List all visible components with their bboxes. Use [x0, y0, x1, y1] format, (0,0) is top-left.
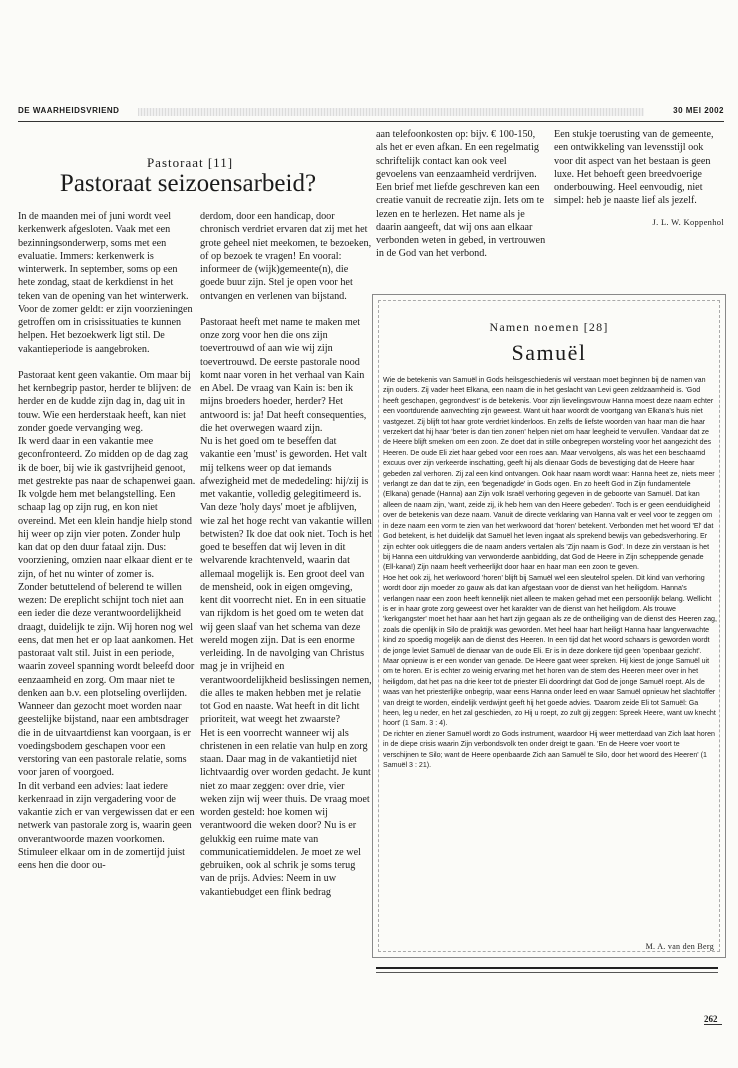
sidebar-title: Samuël	[511, 340, 587, 365]
article-column-3	[376, 128, 548, 261]
article-title: Pastoraat seizoensarbeid?	[59, 170, 317, 197]
paragraph: Nu is het goed om te beseffen dat vakantie een 'must' is geworden. Het valt mij telkens weer op dat iemands afwezigheid met de mededeling: hij/zij is met vakantie, volledig gelegitimeerd is. Van deze 'holy days' moet je afblijven, wie zal het hoge recht van vakantie willen betwisten? Ik doe dat ook niet. Toch is het goed te beseffen dat wij leven in dit welvarende krachtenveld, waarin dat allemaal mogelijk is. Een groot deel van de mensheid, ook in eigen omgeving, kent dit voorrecht niet. En in een situatie van rijkdom is het goed om te weten dat wij geen slaaf van het schema van deze wereld mogen zijn. Dat is een enorme verleiding. In de navolging van Christus mag je in vrijheid en verantwoordelijkheid beslissingen nemen, die alles te maken hebben met je relatie tot God en naaste. Wat heeft in dit licht prioriteit, wat weegt het zwaarste?	[200, 436, 372, 726]
article-column-4	[554, 128, 724, 229]
paragraph: Een stukje toerusting van de gemeente, een ontwikkeling van levensstijl ook voor dit aspect van het bestaan is geen luxe. Het behoeft geen breedvoerige onderbouwing. Heel eenvoudig, niet simpel: heb je naaste lief als jezelf.	[554, 129, 714, 207]
footer-rule-thin	[376, 972, 718, 973]
sidebar-body	[383, 375, 717, 770]
footer-rule-thick	[376, 967, 718, 969]
paragraph: Pastoraat kent geen vakantie. Om maar bij het kernbegrip pastor, herder te blijven: de herder en de kudde zijn dag in, dag uit in touw. Wie een herderstaak heeft, kan niet zonder goede vervanging weg.	[18, 369, 191, 434]
publication-name: DE WAARHEIDSVRIEND	[18, 106, 120, 115]
article-column-1	[18, 210, 196, 872]
paragraph: Het is een voorrecht wanneer wij als christenen in een relatie van hulp en zorg staan. Daar mag in de vakantietijd niet lichtvaardig over worden gedacht. Je kunt niet zo maar zeggen: over drie, vier weken zijn wij weer thuis. De vraag moet worden gesteld: hoe komen wij verantwoord die weken door? Nu is er gelukkig een ruime mate van communicatiemiddelen. Je moet ze wel gebruiken, ook al schrik je soms terug van de prijs. Advies: Neem in uw vakantiebudget een flink bedrag	[200, 727, 371, 898]
header-band	[138, 108, 644, 116]
sidebar-signature: M. A. van den Berg	[645, 942, 714, 951]
paragraph: Pastoraat heeft met name te maken met onze zorg voor hen die ons zijn toevertrouwd of aan wie wij zijn toevertrouwd. De eerste pastorale nood komt naar voren in het verhaal van Kain en Abel. De vraag van Kain is: ben ik mijns broeders hoeder, herder? Het antwoord is: ja! Dat heeft consequenties, die het overwegen waard zijn.	[200, 316, 367, 434]
paragraph: Wie de betekenis van Samuël in Gods heilsgeschiedenis wil verstaan moet beginnen bij de namen van zijn ouders. Zij vader heet Elkana, een naam die in het geslacht van Levi geen zeldzaamheid is. 'God heeft geschapen, gegrondvest' is de betekenis. Voor zijn lievelingsvrouw Hanna moest deze naam echter een voortdurende aanvechting zijn geweest. Want uit haar woordt de voortgang van Elkana's huis niet vastgezet. Zij blijft tot haar grote verdriet kinderloos. En zelfs de liefste woorden van haar man die haar verzekert dat hij haar 'beter is dan tien zonen' helpen niet om haar leegheid te vervullen. Vandaar dat ze de Heere blijft smeken om een zoon. Ze doet dat in stille onbegrepen worsteling voor het aangezicht des Heeren. De oude Eli ziet haar gebed voor een roes aan. Maar vervolgens, als was het een beschaamd excuus over zijn verkeerde inschatting, geeft hij als dienaar Gods de bevestiging dat de Heere haar gebeden zal verhoren. Zij zal een kind ontvangen. Ook haar naam wordt waar: Hanna heet ze, niets meer verlangt ze dan dat te zijn, een 'begenadigde' in Gods ogen. En zo heeft God in Zijn fundamentele (Elkana) genade (Hanna) aan Zijn volk Israël verhoring gegeven in de geboorte van Samuël. Dat kan alleen de naam zijn, 'want, zeide zij, ik heb hem van den Heere gebeden'. Toch is er geen eenduidigheid over de betekenis van deze naam. Vanuit de directe verklaring van Hanna valt er veel voor te zeggen om in deze naam een vorm te zien van het werkwoord dat 'horen' betekent. Verbonden met het woord 'El' dat God betekent, is het duidelijk dat Samuël het leven ingaat als sprekend bewijs van gebedsverhoring. Er zijn echter ook uitleggers die de naam anders vertalen als 'Zijn naam is God'. In deze zin verstaan is het bij Hanna een uitdrukking van verwonderde aanbidding, dat God de Heere in Zijn scheppende genade (Ell-kana!) Zijn naam heeft verheerlijkt door haar en haar man een zoon te geven.	[383, 376, 715, 572]
paragraph: aan telefoonkosten op: bijv. € 100-150, als het er even afkan. En een regelmatig schriftelijk contact kan ook veel gevoelens van eenzaamheid verdrijven. Een brief met liefde geschreven kan een creatie vanuit de recreatie zijn. Iets om te lezen en te herlezen. Het name als je daarin aangeeft, dat wij ons aan elkaar verbonden weten in gebed, in vertrouwen in de God van het verbond.	[376, 129, 546, 260]
issue-date: 30 MEI 2002	[673, 106, 724, 115]
header-rule	[18, 121, 724, 122]
paragraph: Zonder betuttelend of belerend te willen wezen: De ereplicht schijnt toch niet aan een ieder die deze verantwoordelijkheid draagt, duidelijk te zijn. Wij horen nog wel eens, dat men het er op laat aankomen. Het pastoraat valt stil. Juist in een periode, waarin zoveel spanning wordt beleefd door eenzaamheid en zorg. Om maar niet te denken aan b.v. een plotseling overlijden. Wanneer dan gezocht moet worden naar geestelijke bijstand, naar een ambtsdrager die in de uitvaartdienst kan voorgaan, is er voedingsbodem geschapen voor een verstoring van een pastorale relatie, soms voor jaren of voorgoed.	[18, 581, 195, 779]
paragraph: In de maanden mei of juni wordt veel kerkenwerk afgesloten. Vaak met een bezinningsonderwerp, soms met een evaluatie. Immers: kerkenwerk is winterwerk. In september, soms op een hete zondag, staat de kerkdienst in het teken van de opening van het winterwerk. Voor de zomer geldt: er zijn voorzieningen getroffen om in crisissituaties te kunnen helpen. Het bezoekwerk ligt stil. De vakantieperiode is aangebroken.	[18, 211, 193, 355]
sidebar-kicker: Namen noemen [28]	[489, 320, 609, 334]
running-header	[18, 106, 724, 120]
article-column-2	[200, 210, 372, 899]
paragraph: In dit verband een advies: laat iedere kerkenraad in zijn vergadering voor de vakantie zich er van vergewissen dat er een netwerk van pastorale zorg is, waarin geen onverantwoorde mazen voorkomen. Stimuleer elkaar om in de zomertijd juist eens hen die door ou-	[18, 780, 195, 871]
paragraph: Hoe het ook zij, het werkwoord 'horen' blijft bij Samuël wel een sleutelrol spelen. Dit kind van verhoring wordt door zijn moeder zo gauw als dat kan afgestaan voor de dienst van het heiligdom. Hanna's verlangen naar een zoon heeft kennelijk niet alleen te maken gehad met een persoonlijk belang. Wellicht is er in haar grote zorg geweest over het karakter van de dienst van het heiligdom. Als trouwe 'kerkgangster' moet het haar aan het hart zijn gegaan als ze de ontheiliging van de dienst des Heeren zag, zoals die openlijk in Silo de praktijk was geworden. Met heel haar hart heiligt Hanna haar langverwachte kind zo spoedig mogelijk aan de dienst des Heeren. In een tijd dat het woord schaars is geworden wordt de jonge leviet Samuël de dienaar van de oude Eli. Er is in deze donkere tijd geen 'openbaar gezicht'. Maar opnieuw is er een wonder van genade. De Heere gaat weer spreken. Hij kiest de jonge Samuël uit om te horen. Er is echter zo weinig ervaring met het horen van de stem des Heeren meer over in het heiligdom, dat het pas na drie keer tot de priester Eli doordringt dat God de jonge Samuël roept. Als de waas van het priesterlijke onbegrip, waar eens Hanna onder leed en waar Samuël opnieuw het slachtoffer van dreigt te worden, eindelijk verdwijnt geeft hij het goede advies. 'Daarom zeide Eli tot Samuël: Ga heen, leg u neder, en het zal geschieden, zo Hij u roept, zo zult gij zeggen: Spreek Heere, want uw knecht hoort' (1 Sam. 3 : 4).	[383, 573, 717, 728]
page-number: 262	[704, 1014, 722, 1025]
paragraph: derdom, door een handicap, door chronisch verdriet ervaren dat zij met het grote geheel niet meekomen, te bezoeken, of op bezoek te vragen! En vooral: informeer de (wijk)gemeente(n), die goede buur zijn. Stel je open voor het ontvangen en verlenen van bijstand.	[200, 211, 372, 302]
article-signature: J. L. W. Koppenhol	[652, 216, 724, 227]
paragraph: Ik werd daar in een vakantie mee geconfronteerd. Zo midden op de dag zag ik de boer, bij wie ik gastvrijheid genoot, met gestrekte pas naar de schapenwei gaan. Ik volgde hem met belangstelling. Een schaap lag op zijn rug, en kon niet overeind. Met een klein handje hielp stond hij weer op zijn vier poten. Zonder hulp kan dat op den duur fataal zijn. Dus: voorziening, omzien naar elkaar dient er te zijn, of het nu winter of zomer is.	[18, 436, 196, 580]
article-kicker: Pastoraat [11]	[146, 155, 234, 170]
paragraph: De richter en ziener Samuël wordt zo Gods instrument, waardoor Hij weer metterdaad van Zich laat horen in de diepe crisis waarin Zijn verbondsvolk ten onder dreigt te gaan. 'En de Heere voer voort te verschijnen te Silo; want de Heere openbaarde Zich aan Samuël te Silo, door het woord des Heeren' (1 Samuël 3 : 21).	[383, 729, 715, 770]
